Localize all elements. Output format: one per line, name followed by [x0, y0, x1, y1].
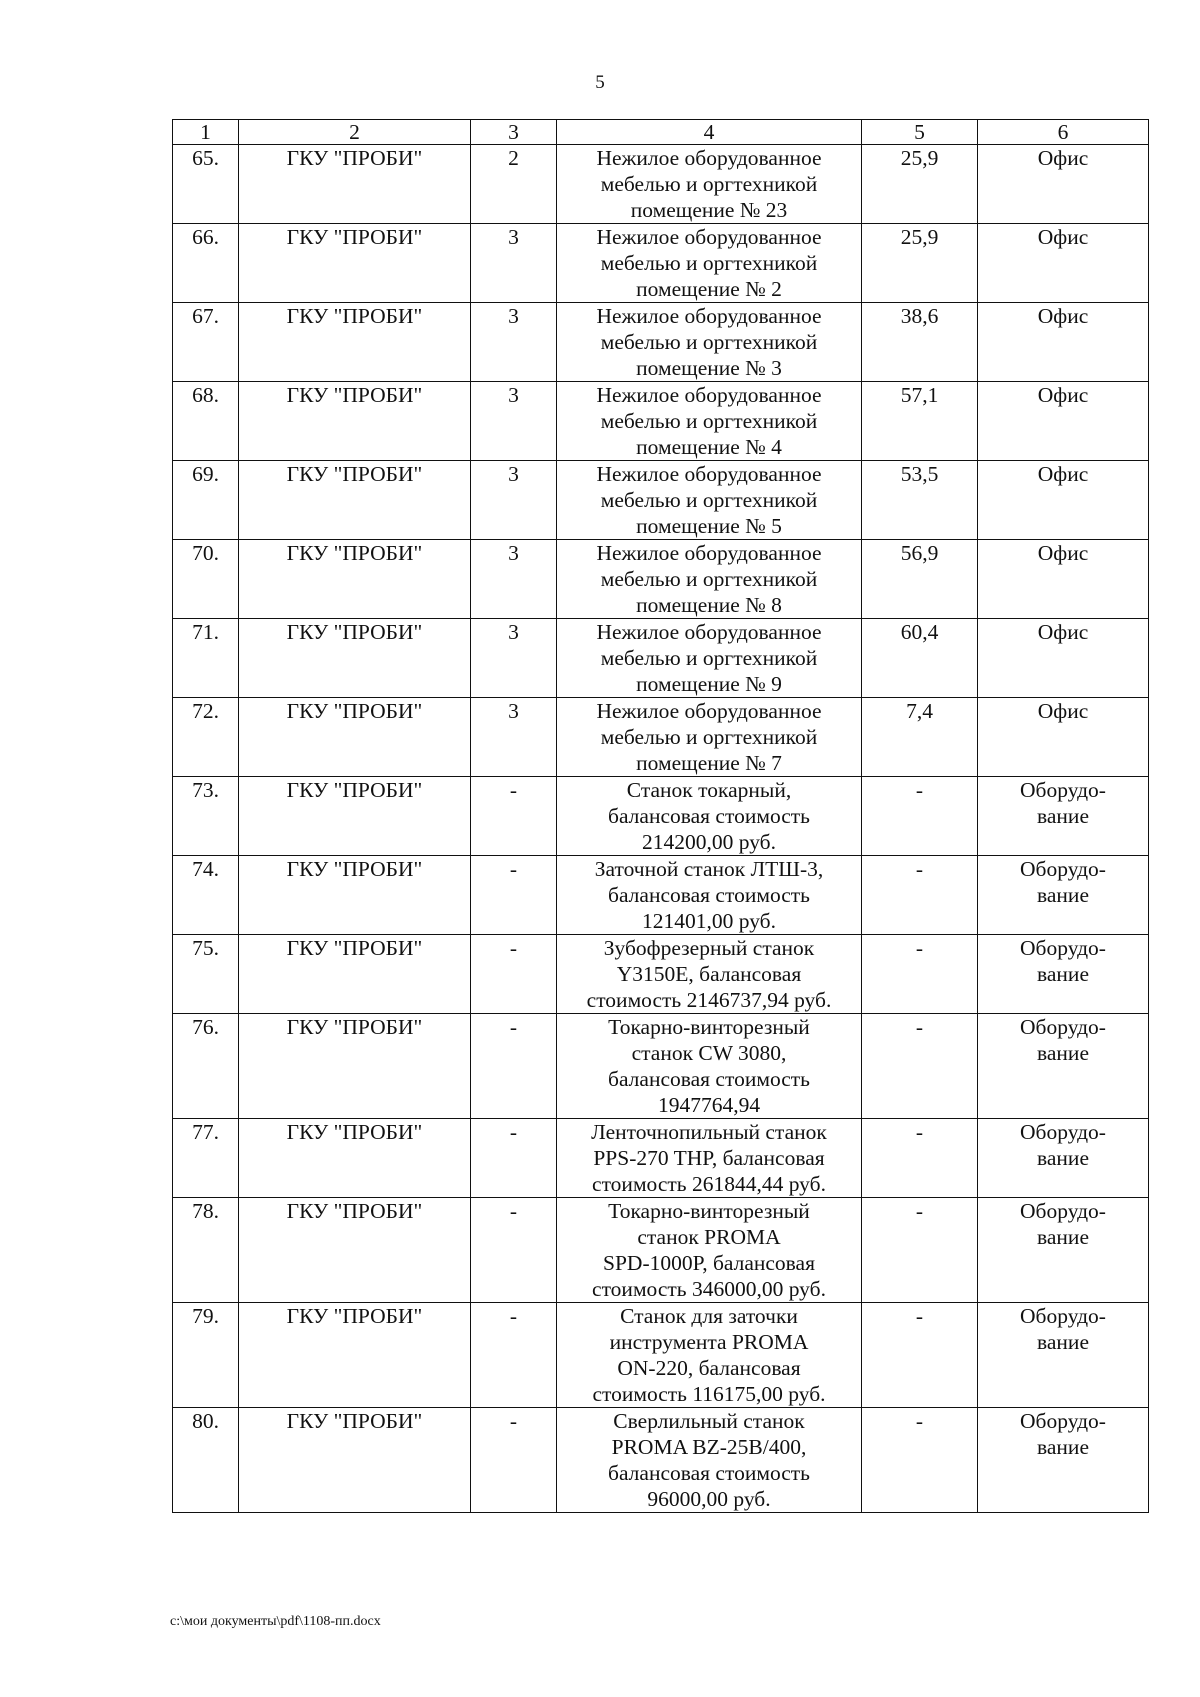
organization-cell: ГКУ "ПРОБИ" [239, 698, 471, 777]
row-number-cell: 67. [173, 303, 239, 382]
description-cell: Токарно-винторезный станок PROMA SPD-1000P, балансовая стоимость 346000,00 руб. [557, 1198, 862, 1303]
floor-cell: 3 [471, 461, 557, 540]
purpose-cell: Офис [978, 540, 1149, 619]
floor-cell: 3 [471, 224, 557, 303]
organization-cell: ГКУ "ПРОБИ" [239, 1198, 471, 1303]
floor-cell: - [471, 1014, 557, 1119]
table-row [173, 145, 1149, 224]
floor-cell: 3 [471, 540, 557, 619]
description-cell: Нежилое оборудованное мебелью и оргтехникой помещение № 2 [557, 224, 862, 303]
row-number-cell: 75. [173, 935, 239, 1014]
purpose-cell: Офис [978, 145, 1149, 224]
table-row [173, 777, 1149, 856]
description-cell: Нежилое оборудованное мебелью и оргтехникой помещение № 3 [557, 303, 862, 382]
description-cell: Заточной станок ЛТШ-3, балансовая стоимость 121401,00 руб. [557, 856, 862, 935]
area-cell: 57,1 [862, 382, 978, 461]
row-number-cell: 69. [173, 461, 239, 540]
floor-cell: - [471, 856, 557, 935]
organization-cell: ГКУ "ПРОБИ" [239, 382, 471, 461]
organization-cell: ГКУ "ПРОБИ" [239, 1119, 471, 1198]
area-cell: - [862, 1408, 978, 1513]
table-row [173, 461, 1149, 540]
area-cell: - [862, 1303, 978, 1408]
description-cell: Зубофрезерный станок Y3150E, балансовая стоимость 2146737,94 руб. [557, 935, 862, 1014]
purpose-cell: Офис [978, 303, 1149, 382]
row-number-cell: 72. [173, 698, 239, 777]
area-cell: - [862, 1198, 978, 1303]
floor-cell: - [471, 935, 557, 1014]
column-header: 1 [173, 120, 239, 145]
purpose-cell: Оборудо- вание [978, 1303, 1149, 1408]
organization-cell: ГКУ "ПРОБИ" [239, 1014, 471, 1119]
row-number-cell: 66. [173, 224, 239, 303]
organization-cell: ГКУ "ПРОБИ" [239, 777, 471, 856]
purpose-cell: Офис [978, 461, 1149, 540]
purpose-cell: Офис [978, 224, 1149, 303]
area-cell: 60,4 [862, 619, 978, 698]
organization-cell: ГКУ "ПРОБИ" [239, 461, 471, 540]
floor-cell: - [471, 777, 557, 856]
column-header: 5 [862, 120, 978, 145]
organization-cell: ГКУ "ПРОБИ" [239, 1408, 471, 1513]
organization-cell: ГКУ "ПРОБИ" [239, 145, 471, 224]
row-number-cell: 73. [173, 777, 239, 856]
description-cell: Нежилое оборудованное мебелью и оргтехникой помещение № 23 [557, 145, 862, 224]
organization-cell: ГКУ "ПРОБИ" [239, 619, 471, 698]
organization-cell: ГКУ "ПРОБИ" [239, 1303, 471, 1408]
table-row [173, 856, 1149, 935]
description-cell: Станок токарный, балансовая стоимость 214200,00 руб. [557, 777, 862, 856]
area-cell: - [862, 1119, 978, 1198]
table-row [173, 540, 1149, 619]
row-number-cell: 78. [173, 1198, 239, 1303]
description-cell: Нежилое оборудованное мебелью и оргтехникой помещение № 5 [557, 461, 862, 540]
row-number-cell: 68. [173, 382, 239, 461]
row-number-cell: 79. [173, 1303, 239, 1408]
purpose-cell: Офис [978, 698, 1149, 777]
area-cell: - [862, 935, 978, 1014]
description-cell: Токарно-винторезный станок CW 3080, балансовая стоимость 1947764,94 [557, 1014, 862, 1119]
floor-cell: - [471, 1303, 557, 1408]
organization-cell: ГКУ "ПРОБИ" [239, 540, 471, 619]
table-row [173, 619, 1149, 698]
description-cell: Нежилое оборудованное мебелью и оргтехникой помещение № 8 [557, 540, 862, 619]
description-cell: Нежилое оборудованное мебелью и оргтехникой помещение № 4 [557, 382, 862, 461]
description-cell: Нежилое оборудованное мебелью и оргтехникой помещение № 7 [557, 698, 862, 777]
table-row [173, 935, 1149, 1014]
purpose-cell: Оборудо- вание [978, 777, 1149, 856]
purpose-cell: Оборудо- вание [978, 1198, 1149, 1303]
description-cell: Сверлильный станок PROMA BZ-25B/400, балансовая стоимость 96000,00 руб. [557, 1408, 862, 1513]
purpose-cell: Офис [978, 619, 1149, 698]
floor-cell: - [471, 1198, 557, 1303]
row-number-cell: 80. [173, 1408, 239, 1513]
description-cell: Ленточнопильный станок PPS-270 THP, балансовая стоимость 261844,44 руб. [557, 1119, 862, 1198]
table-row [173, 698, 1149, 777]
area-cell: - [862, 1014, 978, 1119]
page-number: 5 [595, 72, 605, 93]
area-cell: - [862, 856, 978, 935]
table-row [173, 1198, 1149, 1303]
column-header: 4 [557, 120, 862, 145]
row-number-cell: 74. [173, 856, 239, 935]
row-number-cell: 65. [173, 145, 239, 224]
table-row [173, 1408, 1149, 1513]
table-row [173, 1119, 1149, 1198]
organization-cell: ГКУ "ПРОБИ" [239, 856, 471, 935]
row-number-cell: 76. [173, 1014, 239, 1119]
purpose-cell: Оборудо- вание [978, 856, 1149, 935]
purpose-cell: Оборудо- вание [978, 935, 1149, 1014]
floor-cell: 3 [471, 382, 557, 461]
row-number-cell: 77. [173, 1119, 239, 1198]
column-header: 3 [471, 120, 557, 145]
organization-cell: ГКУ "ПРОБИ" [239, 224, 471, 303]
floor-cell: 2 [471, 145, 557, 224]
description-cell: Нежилое оборудованное мебелью и оргтехникой помещение № 9 [557, 619, 862, 698]
floor-cell: 3 [471, 698, 557, 777]
table-row [173, 382, 1149, 461]
purpose-cell: Оборудо- вание [978, 1014, 1149, 1119]
floor-cell: 3 [471, 303, 557, 382]
purpose-cell: Оборудо- вание [978, 1408, 1149, 1513]
row-number-cell: 71. [173, 619, 239, 698]
column-header: 6 [978, 120, 1149, 145]
table-header-row [173, 120, 1149, 145]
area-cell: 56,9 [862, 540, 978, 619]
floor-cell: - [471, 1408, 557, 1513]
table-row [173, 1303, 1149, 1408]
area-cell: 25,9 [862, 145, 978, 224]
description-cell: Станок для заточки инструмента PROMA ON-220, балансовая стоимость 116175,00 руб. [557, 1303, 862, 1408]
table-row [173, 1014, 1149, 1119]
purpose-cell: Оборудо- вание [978, 1119, 1149, 1198]
area-cell: 53,5 [862, 461, 978, 540]
row-number-cell: 70. [173, 540, 239, 619]
organization-cell: ГКУ "ПРОБИ" [239, 935, 471, 1014]
table-row [173, 224, 1149, 303]
area-cell: 38,6 [862, 303, 978, 382]
organization-cell: ГКУ "ПРОБИ" [239, 303, 471, 382]
area-cell: - [862, 777, 978, 856]
purpose-cell: Офис [978, 382, 1149, 461]
area-cell: 25,9 [862, 224, 978, 303]
area-cell: 7,4 [862, 698, 978, 777]
floor-cell: - [471, 1119, 557, 1198]
column-header: 2 [239, 120, 471, 145]
floor-cell: 3 [471, 619, 557, 698]
property-table [172, 119, 1149, 1513]
table-row [173, 303, 1149, 382]
table-body [173, 120, 1149, 1513]
footer-file-path: c:\мои документы\pdf\1108-пп.docx [170, 1614, 381, 1629]
